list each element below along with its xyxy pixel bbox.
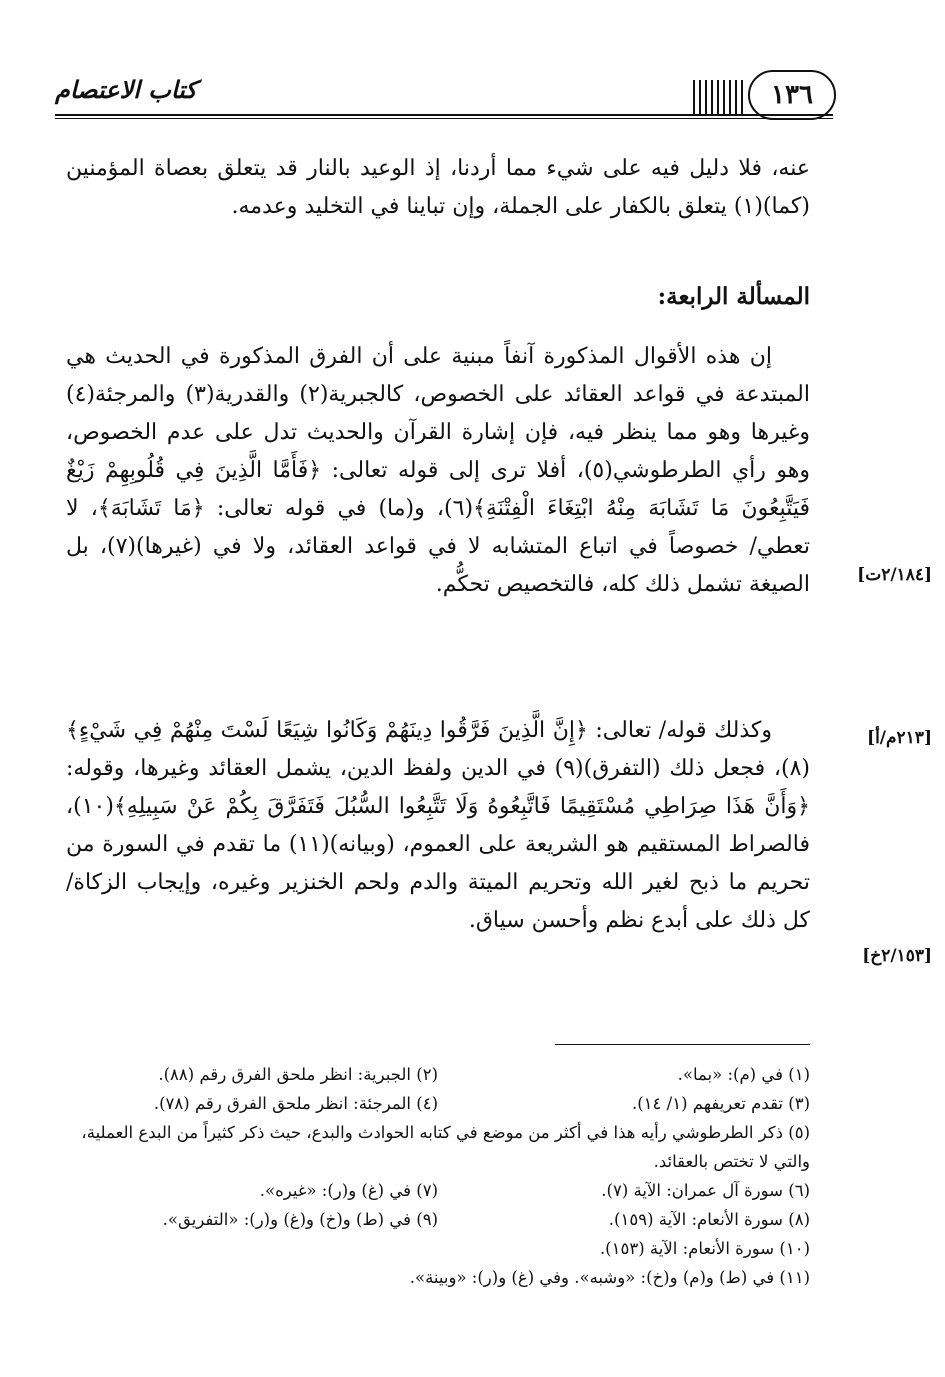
footnote: (٩) في (ط) و(خ) و(غ) و(ر): «التفريق». <box>162 1210 438 1229</box>
header-rule-thin <box>55 118 833 119</box>
footnote: (٢) الجبرية: انظر ملحق الفرق رقم (٨٨). <box>158 1065 438 1084</box>
paragraph-3-text: وكذلك قوله/ تعالى: ﴿إِنَّ الَّذِينَ فَرَّقُوا دِينَهُمْ وَكَانُوا شِيَعًا لَسْتَ مِنْهُمْ فِي شَيْءٍ﴾(٨)، فجعل ذلك (التفرق)(٩) في الدين ولفظ الدين، يشمل العقائد وغيرها، وقوله: ﴿وَأَنَّ هَذَا صِرَاطِي مُسْتَقِيمًا فَاتَّبِعُوهُ وَلَا تَتَّبِعُوا السُّبُلَ فَتَفَرَّقَ بِكُمْ عَنْ سَبِيلِهِ﴾(١٠)، فالصراط المستقيم هو الشريعة على العموم، (وبيانه)(١١) ما تقدم في السورة من تحريم ما ذبح لغير الله وتحريم الميتة والدم ولحم الخنزير وغيره، وإيجاب الزكاة/ كل ذلك على أبدع نظم وأحسن سياق. <box>66 718 810 933</box>
footnote: (٥) ذكر الطرطوشي رأيه هذا في أكثر من موضع في كتابه الحوادث والبدع، حيث ذكر كثيراً من البدع العملية، والتي لا تختص بالعقائد. <box>81 1123 810 1171</box>
paragraph-2-text: إن هذه الأقوال المذكورة آنفاً مبنية على أن الفرق المذكورة في الحديث هي المبتدعة في قواعد العقائد على الخصوص، كالجبرية(٢) والقدرية(٣) والمرجئة(٤) وغيرها وهو مما ينظر فيه، فإن إشارة القرآن والحديث تدل على عدم الخصوص، وهو رأي الطرطوشي(٥)، أفلا ترى إلى قوله تعالى: ﴿فَأَمَّا الَّذِينَ فِي قُلُوبِهِمْ زَيْغٌ فَيَتَّبِعُونَ مَا تَشَابَهَ مِنْهُ ابْتِغَاءَ الْفِتْنَةِ﴾(٦)، و(ما) في قوله تعالى: ﴿مَا تَشَابَهَ﴾، لا تعطي/ خصوصاً في اتباع المتشابه لا في قواعد العقائد، ولا في (غيرها)(٧)، بل الصيغة تشمل ذلك كله، فالتخصيص تحكُّم. <box>66 344 810 597</box>
footnote: (٤) المرجئة: انظر ملحق الفرق رقم (٧٨). <box>153 1094 438 1113</box>
margin-note: [٢/١٥٣خ] <box>862 946 932 966</box>
footnote: (٧) في (غ) و(ر): «غيره». <box>259 1181 438 1200</box>
footnote: (١) في (م): «بما». <box>677 1065 810 1084</box>
paragraph-1: عنه، فلا دليل فيه على شيء مما أردنا، إذ الوعيد بالنار قد يتعلق بعصاة المؤمنين (كما)(١) يتعلق بالكفار على الجملة، وإن تباينا في التخليد وعدمه. <box>66 156 810 219</box>
footnote: (١١) في (ط) و(م) و(خ): «وشبه». وفي (غ) و(ر): «وبينة». <box>409 1268 810 1287</box>
footnote-separator <box>555 1044 810 1045</box>
header-ornament-icon <box>690 72 748 118</box>
paragraph-2 <box>66 338 810 604</box>
footnote: (٣) تقدم تعريفهم (١/ ١٤). <box>631 1094 810 1113</box>
footnote: (١٠) سورة الأنعام: الآية (١٥٣). <box>599 1239 810 1258</box>
page-number: ١٣٦ <box>748 70 836 120</box>
section-heading: المسألة الرابعة: <box>657 283 810 310</box>
margin-note: [٢١٣م/أ] <box>867 728 932 748</box>
paragraph-3 <box>66 712 810 940</box>
footnote: (٦) سورة آل عمران: الآية (٧). <box>601 1181 810 1200</box>
running-header <box>0 0 945 130</box>
footnote: (٨) سورة الأنعام: الآية (١٥٩). <box>608 1210 810 1229</box>
margin-note: [٢/١٨٤ت] <box>857 565 932 585</box>
footnotes <box>66 1060 810 1292</box>
book-title: كتاب الاعتصام <box>55 75 197 104</box>
